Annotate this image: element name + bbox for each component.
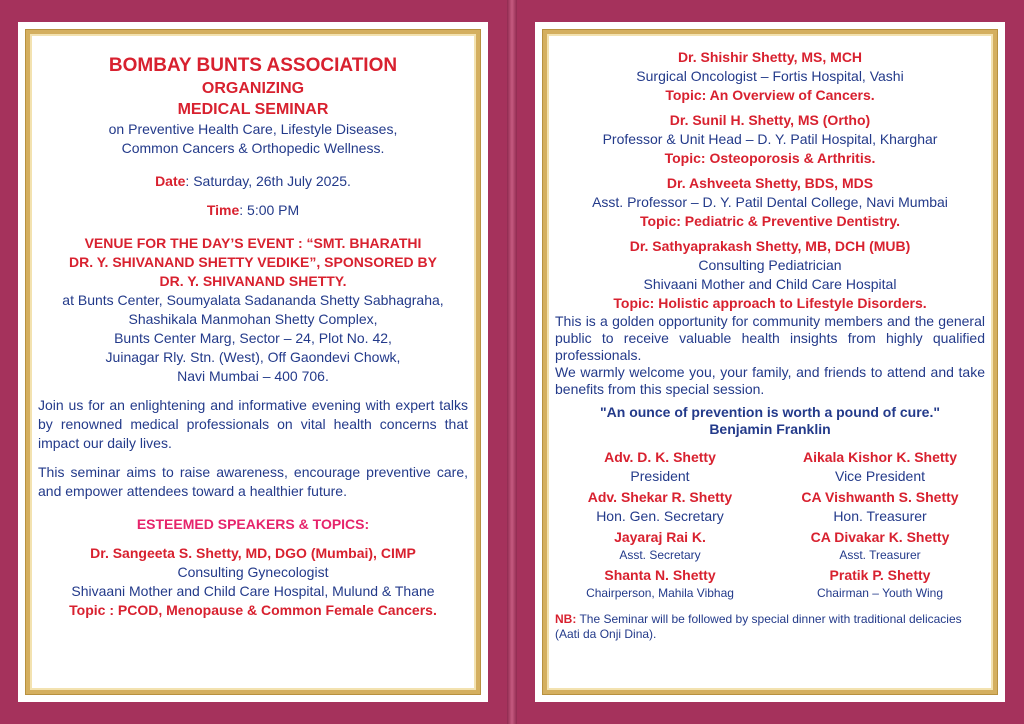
nb-text: The Seminar will be followed by special dinner with traditional delicacies (Aati da Onji Dina). [555, 612, 962, 641]
speaker-name: Dr. Sunil H. Shetty, MS (Ortho) [669, 112, 871, 128]
right-page [535, 22, 1005, 702]
speaker-role: Consulting Gynecologist [177, 564, 329, 580]
speaker-name: Dr. Sathyaprakash Shetty, MB, DCH (MUB) [629, 238, 911, 254]
speaker-role: Consulting Pediatrician [698, 257, 842, 273]
office-bearer-name: Adv. D. K. Shetty [604, 449, 716, 465]
venue-line: DR. Y. SHIVANAND SHETTY. [159, 273, 347, 289]
address-line: Bunts Center Marg, Sector – 24, Plot No. 42, [114, 330, 392, 346]
office-bearer-name: Jayaraj Rai K. [614, 529, 706, 545]
office-bearer-role: Chairperson, Mahila Vibhag [586, 586, 734, 600]
address-line: Navi Mumbai – 400 706. [177, 368, 329, 384]
seminar-title: MEDICAL SEMINAR [177, 101, 329, 118]
left-page [18, 22, 488, 702]
office-bearer [555, 488, 765, 526]
office-bearer-role: Asst. Secretary [619, 548, 701, 562]
speaker-topic: Topic: Pediatric & Preventive Dentistry. [639, 213, 901, 229]
speaker-role: Professor & Unit Head – D. Y. Patil Hospital, Kharghar [602, 131, 938, 147]
date-label: Date [155, 173, 186, 189]
office-bearer-name: Shanta N. Shetty [604, 567, 716, 583]
speaker-hospital: Shivaani Mother and Child Care Hospital [643, 276, 897, 292]
event-time [38, 201, 468, 220]
speakers-heading: ESTEEMED SPEAKERS & TOPICS: [136, 516, 370, 532]
office-bearer-name: Pratik P. Shetty [829, 567, 931, 583]
quote-text: "An ounce of prevention is worth a pound of cure." [600, 404, 940, 420]
office-bearer [775, 488, 985, 526]
office-bearer-name: Adv. Shekar R. Shetty [587, 489, 733, 505]
subtitle-line: on Preventive Health Care, Lifestyle Diseases, [108, 121, 398, 137]
office-bearer-role: President [630, 468, 690, 484]
office-bearer [775, 566, 985, 602]
office-bearer-role: Hon. Treasurer [833, 508, 927, 524]
opportunity-paragraph: This is a golden opportunity for community members and the general public to receive valuable health insights from highly qualified professionals. [555, 313, 985, 363]
welcome-paragraph: We warmly welcome you, your family, and friends to attend and take benefits from this special session. [555, 364, 985, 397]
office-bearer-name: CA Vishwanth S. Shetty [801, 489, 959, 505]
quote-author: Benjamin Franklin [709, 421, 831, 437]
intro-paragraph: Join us for an enlightening and informative evening with expert talks by renowned medical professionals on vital health concerns that impact our daily lives. [38, 397, 468, 451]
page-spine [507, 0, 517, 724]
venue-line: DR. Y. SHIVANAND SHETTY VEDIKE”, SPONSORED BY [69, 254, 437, 270]
left-content [38, 54, 468, 682]
org-name: BOMBAY BUNTS ASSOCIATION [108, 55, 398, 76]
office-bearer [775, 528, 985, 564]
nb-label: NB: [555, 612, 577, 626]
office-bearer [775, 448, 985, 486]
office-bearer [555, 528, 765, 564]
address-line: Shashikala Manmohan Shetty Complex, [128, 311, 378, 327]
speaker-topic: Topic: Osteoporosis & Arthritis. [664, 150, 876, 166]
organizing-label: ORGANIZING [201, 80, 305, 97]
speaker-role: Asst. Professor – D. Y. Patil Dental College, Navi Mumbai [592, 194, 948, 210]
speaker-name: Dr. Ashveeta Shetty, BDS, MDS [666, 175, 874, 191]
time-value: : 5:00 PM [239, 202, 300, 218]
office-bearer [555, 448, 765, 486]
speaker-name: Dr. Sangeeta S. Shetty, MD, DGO (Mumbai), CIMP [90, 545, 416, 561]
nb-note [555, 612, 985, 642]
aim-paragraph: This seminar aims to raise awareness, encourage preventive care, and empower attendees toward a healthier future. [38, 464, 468, 499]
speaker-topic: Topic: Holistic approach to Lifestyle Disorders. [613, 295, 927, 311]
office-bearer-role: Chairman – Youth Wing [816, 586, 944, 600]
speaker-role: Surgical Oncologist – Fortis Hospital, Vashi [636, 68, 904, 84]
office-bearer-role: Asst. Treasurer [839, 548, 921, 562]
speaker-hospital: Shivaani Mother and Child Care Hospital, Mulund & Thane [71, 583, 435, 599]
office-bearer-name: Aikala Kishor K. Shetty [802, 449, 958, 465]
right-content [555, 48, 985, 682]
time-label: Time [206, 202, 240, 218]
speaker-topic: Topic : PCOD, Menopause & Common Female Cancers. [69, 602, 437, 618]
office-bearers [555, 448, 985, 602]
speaker-name: Dr. Shishir Shetty, MS, MCH [677, 49, 863, 65]
subtitle-line: Common Cancers & Orthopedic Wellness. [121, 140, 385, 156]
office-bearer [555, 566, 765, 602]
event-date [38, 172, 468, 191]
date-value: : Saturday, 26th July 2025. [185, 173, 351, 189]
office-bearer-name: CA Divakar K. Shetty [810, 529, 950, 545]
address-line: Juinagar Rly. Stn. (West), Off Gaondevi Chowk, [105, 349, 401, 365]
office-bearer-role: Vice President [834, 468, 925, 484]
address-line: at Bunts Center, Soumyalata Sadananda Shetty Sabhagraha, [62, 292, 444, 308]
venue-line: VENUE FOR THE DAY’S EVENT : “SMT. BHARATHI [84, 235, 422, 251]
office-bearer-role: Hon. Gen. Secretary [596, 508, 724, 524]
speaker-topic: Topic: An Overview of Cancers. [665, 87, 875, 103]
